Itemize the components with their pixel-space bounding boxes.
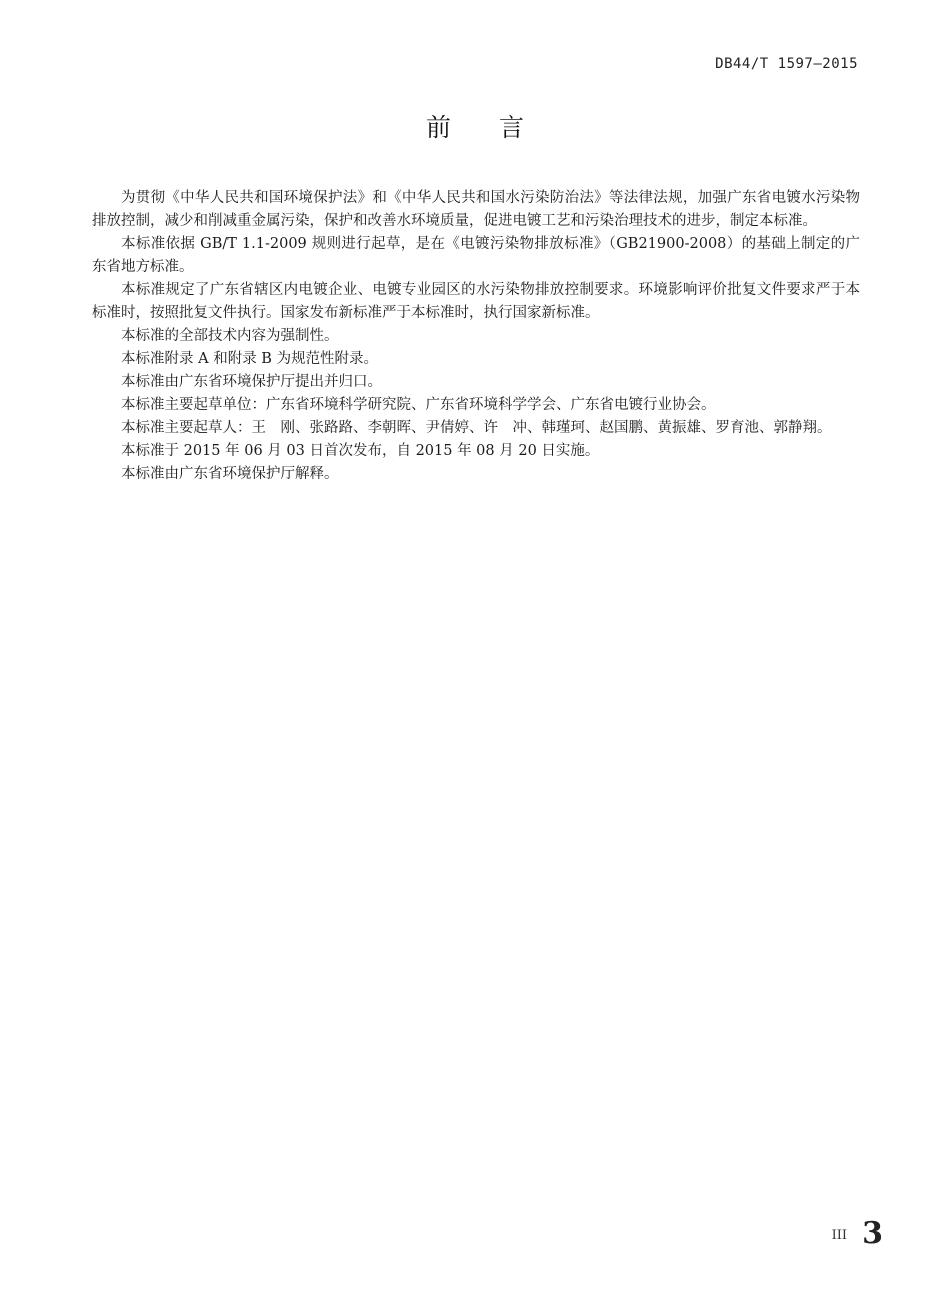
paragraph-scope: 本标准规定了广东省辖区内电镀企业、电镀专业园区的水污染物排放控制要求。环境影响评价批复文件要求严于本标准时，按照批复文件执行。国家发布新标准严于本标准时，执行国家新标准。 xyxy=(92,282,860,321)
paragraph-annexes: 本标准附录 A 和附录 B 为规范性附录。 xyxy=(121,351,379,367)
paragraph-mandatory: 本标准的全部技术内容为强制性。 xyxy=(121,328,339,344)
paragraph-dates: 本标准于 2015 年 06 月 03 日首次发布，自 2015 年 08 月 20 日实施。 xyxy=(121,443,600,459)
paragraph-drafters: 本标准主要起草人：王 刚、张路路、李朝晖、尹倩婷、许 冲、韩瑾珂、赵国鹏、黄振雄、罗育池、郭静翔。 xyxy=(121,420,832,436)
paragraph-proposer: 本标准由广东省环境保护厅提出并归口。 xyxy=(121,374,382,390)
document-code: DB44/T 1597—2015 xyxy=(715,56,858,72)
page-title: 前言 xyxy=(425,113,572,142)
roman-page-number: III xyxy=(831,1228,847,1243)
paragraph-interpretation: 本标准由广东省环境保护厅解释。 xyxy=(121,466,339,482)
paragraph-purpose: 为贯彻《中华人民共和国环境保护法》和《中华人民共和国水污染防治法》等法律法规，加强广东省电镀水污染物排放控制，减少和削减重金属污染，保护和改善水环境质量，促进电镀工艺和污染治理技术的进步，制定本标准。 xyxy=(92,190,860,229)
foreword-body xyxy=(92,187,860,486)
page-number: 3 xyxy=(862,1216,883,1251)
paragraph-drafting-units: 本标准主要起草单位：广东省环境科学研究院、广东省环境科学学会、广东省电镀行业协会。 xyxy=(121,397,716,413)
paragraph-basis: 本标准依据 GB/T 1.1-2009 规则进行起草，是在《电镀污染物排放标准》（GB21900-2008）的基础上制定的广东省地方标准。 xyxy=(92,236,860,275)
